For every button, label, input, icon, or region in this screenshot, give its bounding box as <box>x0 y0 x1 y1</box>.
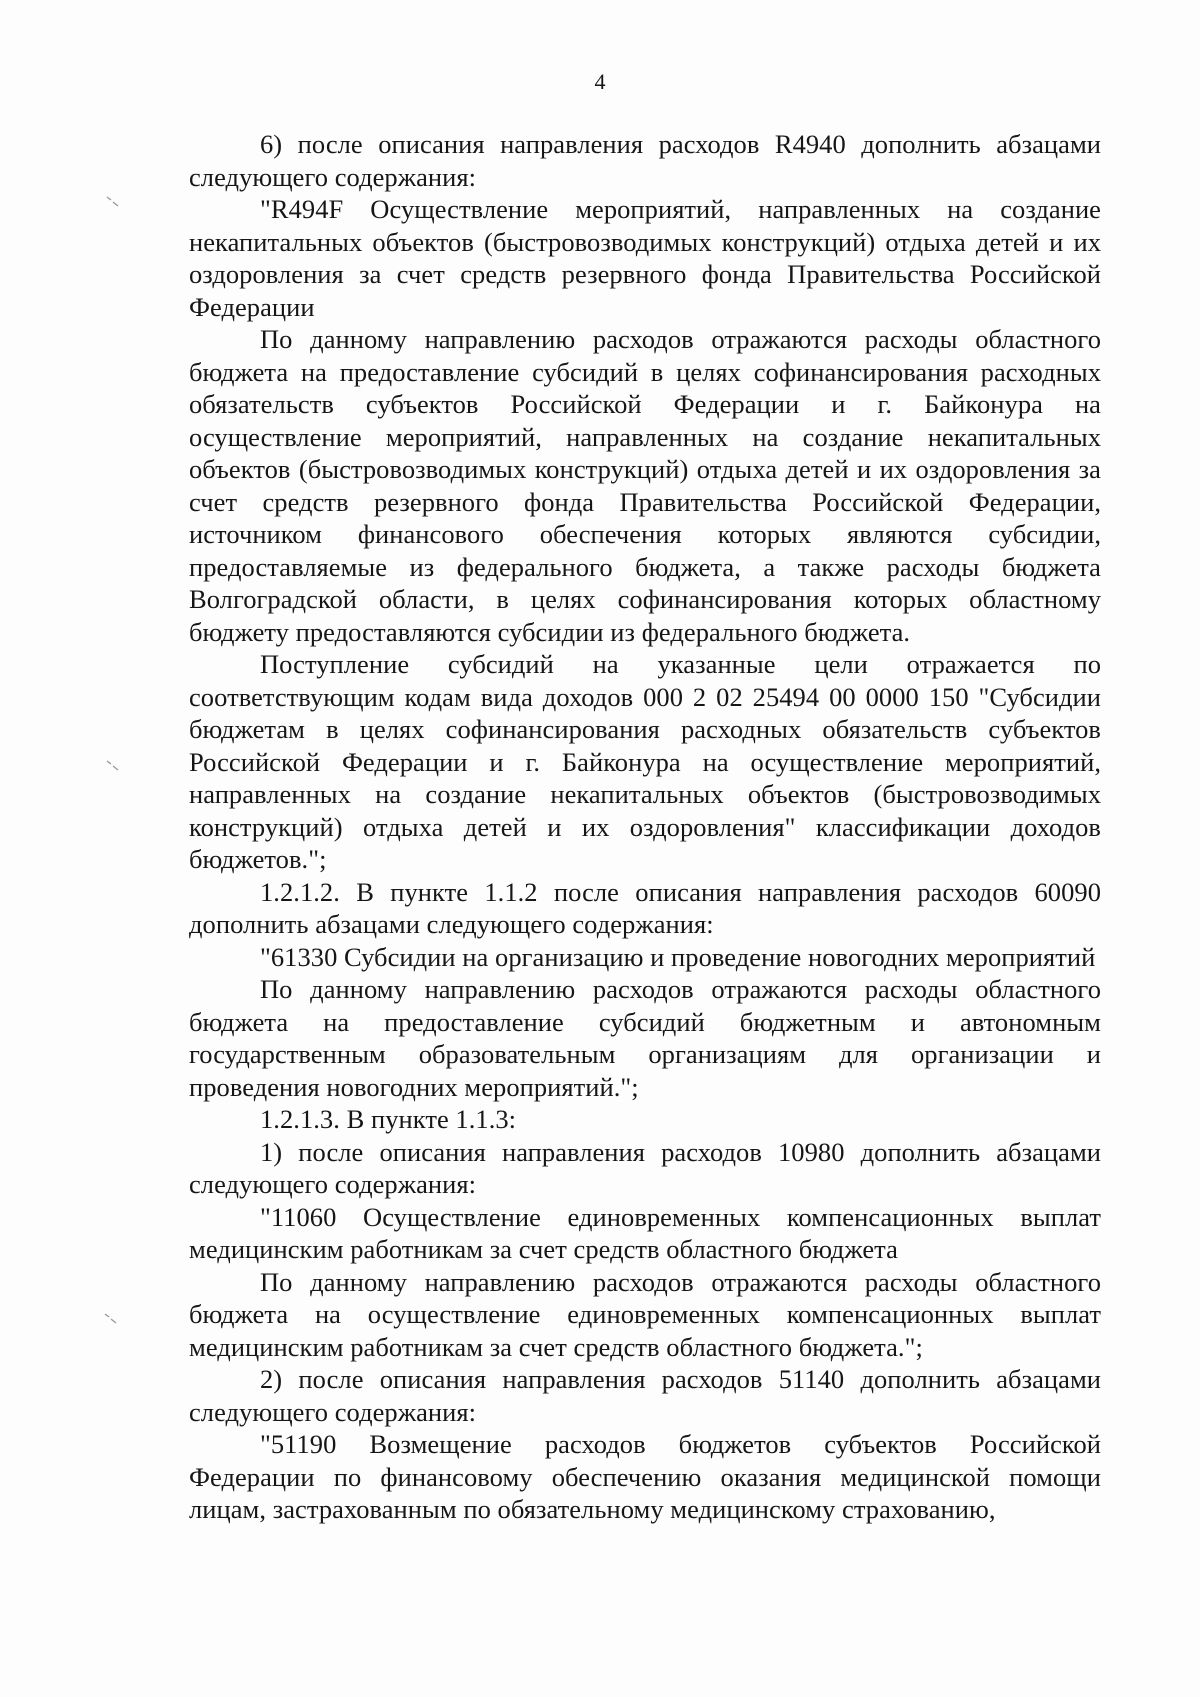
paragraph-item-1: 1) после описания направления расходов 10980 дополнить абзацами следующего содержания: <box>189 1136 1101 1199</box>
paragraph-code-11060: "11060 Осуществление единовременных компенсационных выплат медицинским работникам за счет средств областного бюджета <box>189 1201 1101 1264</box>
paragraph-item-2: 2) после описания направления расходов 51140 дополнить абзацами следующего содержания: <box>189 1364 1101 1427</box>
paragraph-item-1-2-1-3: 1.2.1.3. В пункте 1.1.3: <box>260 1104 517 1134</box>
document-body <box>189 128 1101 1526</box>
scan-artifact-mark <box>106 196 120 208</box>
page-number: 4 <box>594 69 606 94</box>
paragraph-code-61330: "61330 Субсидии на организацию и проведение новогодних мероприятий <box>260 941 1096 972</box>
paragraph-code-r494f: "R494F Осуществление мероприятий, направленных на создание некапитальных объектов (быстровозводимых конструкций) отдыха детей и их оздоровления за счет средств резервного фонда Правительства Российской Федерации <box>189 194 1101 322</box>
paragraph-description-61330: По данному направлению расходов отражаются расходы областного бюджета на предоставление субсидий бюджетным и автономным государственным образовательным организациям для организации и проведения новогодних мероприятий."; <box>189 974 1101 1102</box>
paragraph-subsidy-receipt: Поступление субсидий на указанные цели отражается по соответствующим кодам вида доходов 000 2 02 25494 00 0000 150 "Субсидии бюджетам в целях софинансирования расходных обязательств субъектов Российской Федерации и г. Байконура на осуществление мероприятий, направленных на создание некапитальных объектов (быстровозводимых конструкций) отдыха детей и их оздоровления" классификации доходов бюджетов."; <box>189 649 1101 874</box>
paragraph-description-11060: По данному направлению расходов отражаются расходы областного бюджета на осуществление единовременных компенсационных выплат медицинским работникам за счет средств областного бюджета."; <box>189 1266 1101 1362</box>
scan-artifact-mark <box>106 760 120 772</box>
paragraph-item-6: 6) после описания направления расходов R4940 дополнить абзацами следующего содержания: <box>189 129 1101 192</box>
paragraph-description-r494f: По данному направлению расходов отражаются расходы областного бюджета на предоставление субсидий в целях софинансирования расходных обязательств субъектов Российской Федерации и г. Байконура на осуществление мероприятий, направленных на создание некапитальных объектов (быстровозводимых конструкций) отдыха детей и их оздоровления за счет средств резервного фонда Правительства Российской Федерации, источником финансового обеспечения которых являются субсидии, предоставляемые из федерального бюджета, а также расходы бюджета Волгоградской области, в целях софинансирования которых областному бюджету предоставляются субсидии из федерального бюджета. <box>189 324 1101 647</box>
paragraph-code-51190: "51190 Возмещение расходов бюджетов субъектов Российской Федерации по финансовому обеспечению оказания медицинской помощи лицам, застрахованным по обязательному медицинскому страхованию, <box>189 1429 1101 1524</box>
paragraph-item-1-2-1-2: 1.2.1.2. В пункте 1.1.2 после описания направления расходов 60090 дополнить абзацами следующего содержания: <box>189 876 1101 939</box>
scan-artifact-mark <box>104 1313 118 1325</box>
